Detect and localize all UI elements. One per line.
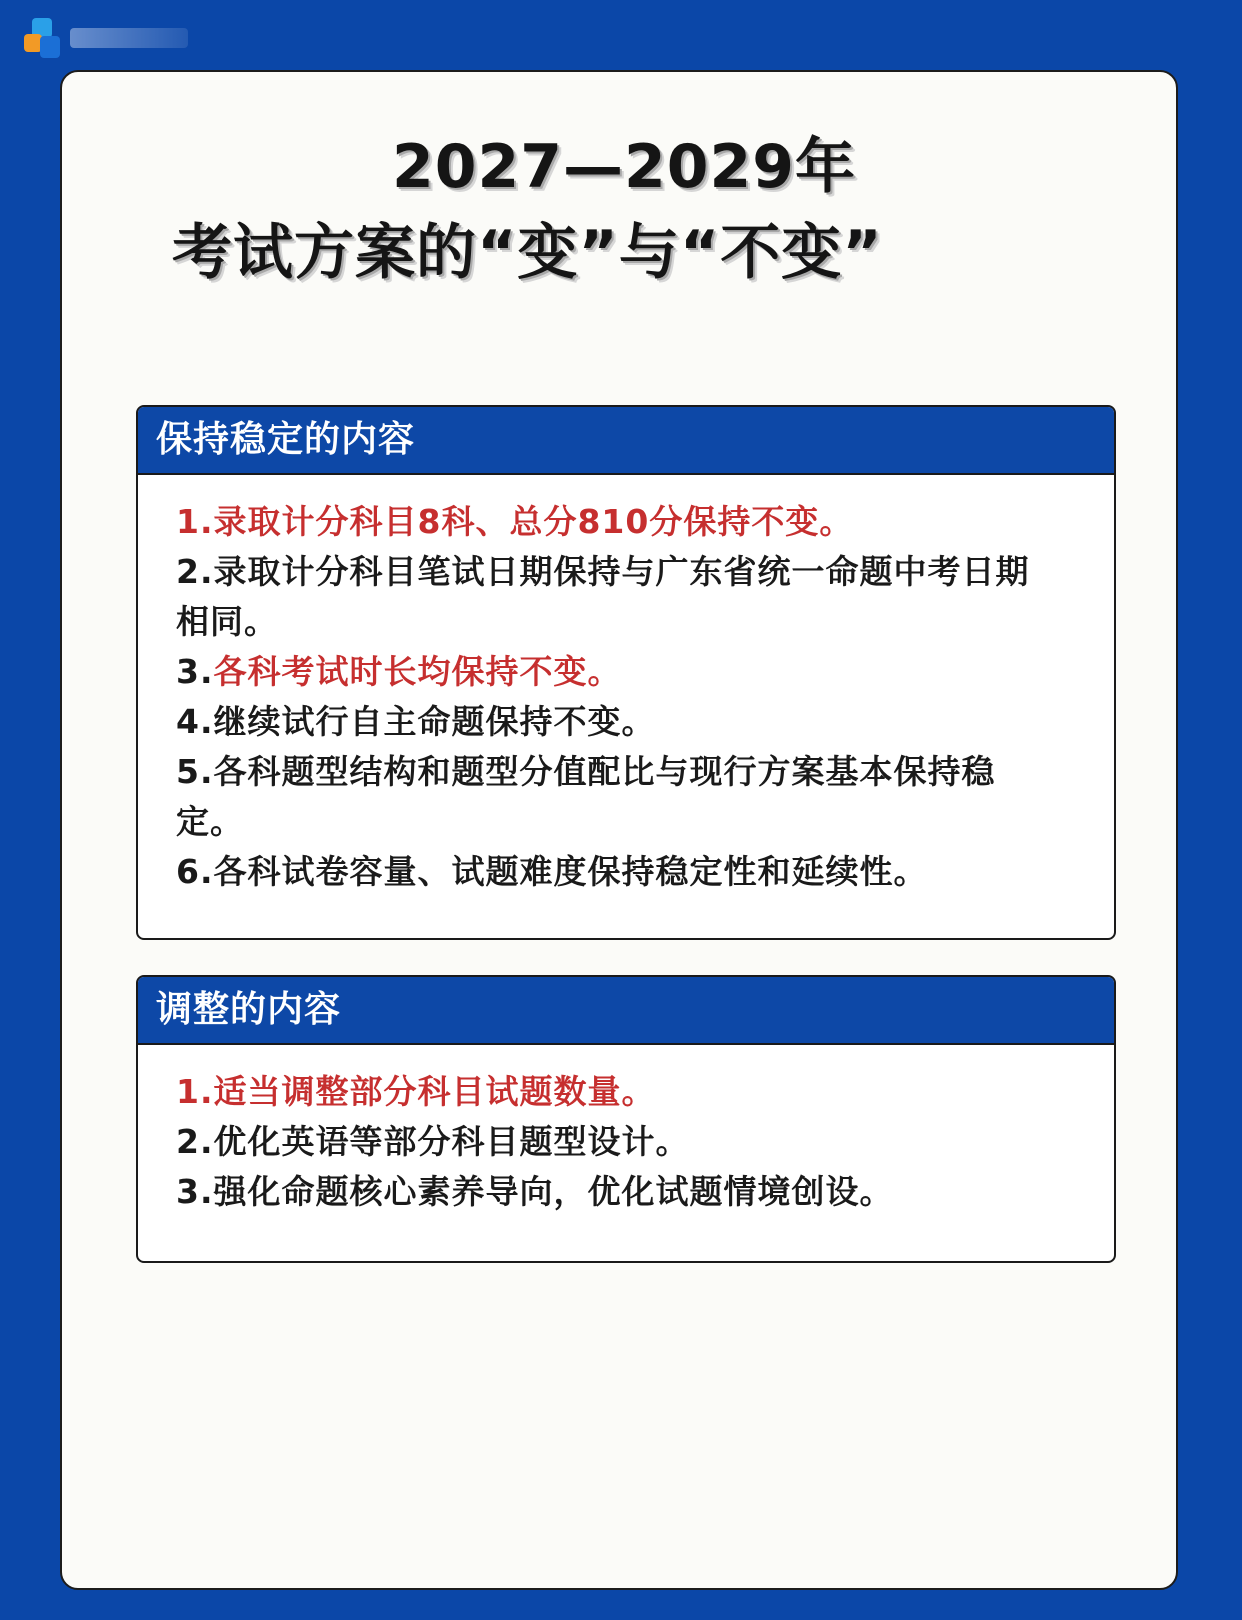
stable-item-3 xyxy=(176,647,1054,697)
stable-item-2: 2.录取计分科目笔试日期保持与广东省统一命题中考日期相同。 xyxy=(176,552,1030,641)
stable-item-3-number: 3. xyxy=(176,652,214,691)
stable-section-header: 保持稳定的内容 xyxy=(138,407,1114,475)
stable-item-3-text: 各科考试时长均保持不变。 xyxy=(213,652,622,691)
page-title-line-2: 考试方案的“变”与“不变” xyxy=(172,218,883,288)
page-title-line-1: 2027—2029年 xyxy=(392,132,856,202)
app-logo-icon xyxy=(22,16,64,62)
stable-item-4: 4.继续试行自主命题保持不变。 xyxy=(176,702,656,741)
stable-item-list xyxy=(138,475,1114,897)
adjusted-item-3: 3.强化命题核心素养导向，优化试题情境创设。 xyxy=(176,1172,894,1211)
stable-item-1: 1.录取计分科目8科、总分810分保持不变。 xyxy=(176,502,854,541)
stable-item-5: 5.各科题型结构和题型分值配比与现行方案基本保持稳定。 xyxy=(176,752,996,841)
adjusted-section-header: 调整的内容 xyxy=(138,977,1114,1045)
adjusted-content-section xyxy=(136,975,1116,1263)
stable-content-section xyxy=(136,405,1116,940)
stable-item-6: 6.各科试卷容量、试题难度保持稳定性和延续性。 xyxy=(176,852,928,891)
logo-watermark-text xyxy=(70,28,188,48)
adjusted-item-1: 1.适当调整部分科目试题数量。 xyxy=(176,1072,656,1111)
app-logo xyxy=(20,14,195,64)
adjusted-item-list xyxy=(138,1045,1114,1217)
content-card xyxy=(60,70,1178,1590)
adjusted-item-2: 2.优化英语等部分科目题型设计。 xyxy=(176,1122,690,1161)
